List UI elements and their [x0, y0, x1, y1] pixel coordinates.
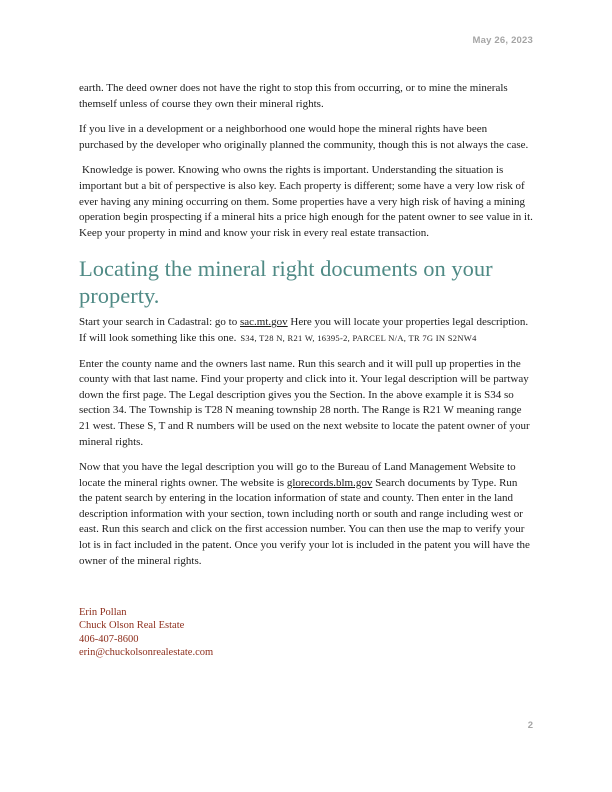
text-run: Start your search in Cadastral: go to [79, 316, 240, 329]
page-footer [528, 720, 533, 731]
legal-description: S34, T28 N, R21 W, 16395-2, PARCEL N/A, TR 7G IN S2NW4 [240, 332, 477, 343]
signature-company: Chuck Olson Real Estate [79, 620, 185, 632]
signature-name: Erin Pollan [79, 607, 127, 619]
paragraph-development: If you live in a development or a neighborhood one would hope the mineral rights have been purchased by the developer who originally planned the community, though this is not always the case. [79, 123, 529, 151]
text-run: Here you will locate your properties legal description. If will look something like this one. [79, 316, 529, 344]
text-run: Search documents by Type. Run the patent search by entering in the location information of state and county. Then enter in the land description information with your section, town including north or south and range including west or east. Run this search and click on the first accession number. You can then use the map to verify your lot is in fact included in the patent. Once you verify your lot is included in the patent you will have the owner of the mineral rights. [79, 476, 530, 567]
page-header [0, 0, 612, 48]
document-date: May 26, 2023 [472, 35, 533, 46]
paragraph-county-search: Enter the county name and the owners last name. Run this search and it will pull up properties in the county with that last name. Find your property and click into it. Your legal description will be partway down the first page. The Legal description gives you the Section. In the above example it is S34 so section 34. The Township is T28 N meaning township 28 north. The Range is R21 W meaning range 21 west. These S, T and R numbers will be used on the next website to locate the patent owner of your mineral rights. [79, 357, 530, 448]
document-content [0, 81, 612, 659]
text-run: Now that you have the legal description you will go to the Bureau of Land Management Website to locate the mineral rights owner. The website is [79, 461, 516, 489]
signature-block [79, 606, 533, 659]
section-heading: Locating the mineral right documents on your property. [79, 256, 493, 309]
signature-email: erin@chuckolsonrealestate.com [79, 646, 214, 658]
paragraph-knowledge: Knowledge is power. Knowing who owns the rights is important. Understanding the situation is important but a bit of perspective is also key. Each property is different; some have a very low risk of ever having any mining occurring on them. Some properties have a very high risk of having a mining operation begin prospecting if a mineral hits a price high enough for the patent owner to see value in it. Keep your property in mind and know your risk in every real estate transaction. [79, 164, 533, 239]
paragraph-blm [79, 460, 533, 569]
blm-link[interactable]: glorecords.blm.gov [286, 476, 373, 489]
paragraph-deed-owner: earth. The deed owner does not have the right to stop this from occurring, or to mine the minerals themself unless of course they own their mineral rights. [79, 82, 508, 110]
page-number: 2 [527, 720, 533, 731]
cadastral-link[interactable]: sac.mt.gov [240, 316, 288, 329]
signature-phone: 406-407-8600 [79, 633, 139, 645]
paragraph-cadastral [79, 315, 533, 346]
